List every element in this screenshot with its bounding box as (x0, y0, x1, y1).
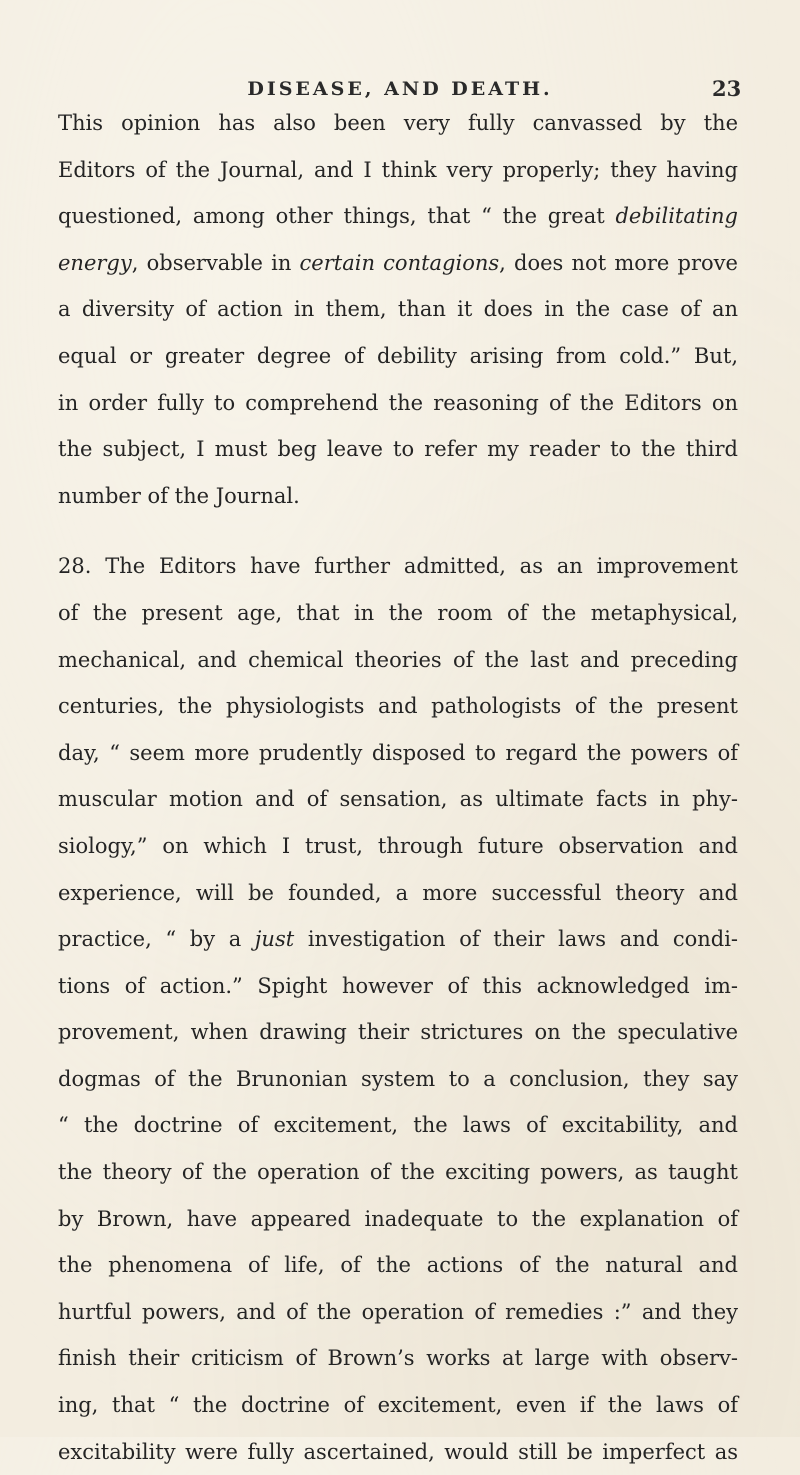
text-line: the phenomena of life, of the actions of the natural and (58, 1253, 738, 1278)
text-line: muscular motion and of sensation, as ultimate facts in phy- (58, 787, 738, 812)
text-line: by Brown, have appeared inadequate to the explanation of (58, 1206, 738, 1231)
italic-text: just (254, 927, 295, 952)
text-line: energy, observable in certain contagions, does not more prove (58, 250, 738, 275)
text-line: hurtful powers, and of the operation of remedies :” and they (58, 1299, 738, 1324)
text-line: the subject, I must beg leave to refer my reader to the third (58, 437, 738, 462)
text-line: This opinion has also been very fully canvassed by the (58, 111, 738, 135)
text-line: “ the doctrine of excitement, the laws of excitability, and (58, 1113, 738, 1138)
text-line: equal or greater degree of debility arising from cold.” But, (58, 343, 738, 368)
text-line: centuries, the physiologists and pathologists of the present (58, 694, 738, 719)
text-line: the theory of the operation of the exciting powers, as taught (58, 1160, 738, 1185)
text-line: mechanical, and chemical theories of the last and preceding (58, 647, 738, 672)
paragraph-2 (58, 543, 738, 1475)
italic-text: certain contagions (299, 250, 500, 275)
italic-text: debilitating (615, 204, 738, 229)
text-line: Editors of the Journal, and I think very properly; they having (58, 157, 738, 182)
text-line: dogmas of the Brunonian system to a conclusion, they say (58, 1066, 738, 1091)
text-line: finish their criticism of Brown’s works at large with observ- (58, 1346, 738, 1371)
text-line: experience, will be founded, a more successful theory and (58, 880, 738, 905)
text-line: excitability were fully ascertained, would still be imperfect as (58, 1439, 738, 1464)
text-line: questioned, among other things, that “ the great debilitating (58, 204, 738, 229)
text-line: a diversity of action in them, than it does in the case of an (58, 297, 738, 322)
page-number: 23 (712, 76, 742, 101)
running-head: DISEASE, AND DEATH. (247, 78, 553, 100)
text-line: 28. The Editors have further admitted, as an improvement (58, 554, 738, 579)
text-line: provement, when drawing their strictures on the speculative (58, 1020, 738, 1045)
text-line: practice, “ by a just investigation of their laws and condi- (58, 927, 739, 952)
text-line: in order fully to comprehend the reasoning of the Editors on (58, 390, 738, 415)
text-line: number of the Journal. (58, 483, 300, 508)
text-line: day, “ seem more prudently disposed to regard the powers of (58, 740, 738, 765)
text-line: siology,” on which I trust, through future observation and (58, 833, 738, 858)
text-line: ing, that “ the doctrine of excitement, even if the laws of (58, 1393, 738, 1418)
body-text (58, 100, 738, 1475)
italic-text: energy (58, 250, 132, 275)
paragraph-gap (58, 519, 738, 543)
text-line: of the present age, that in the room of the metaphysical, (58, 600, 738, 625)
text-line: tions of action.” Spight however of this acknowledged im- (58, 973, 738, 998)
paragraph-1 (58, 100, 738, 519)
